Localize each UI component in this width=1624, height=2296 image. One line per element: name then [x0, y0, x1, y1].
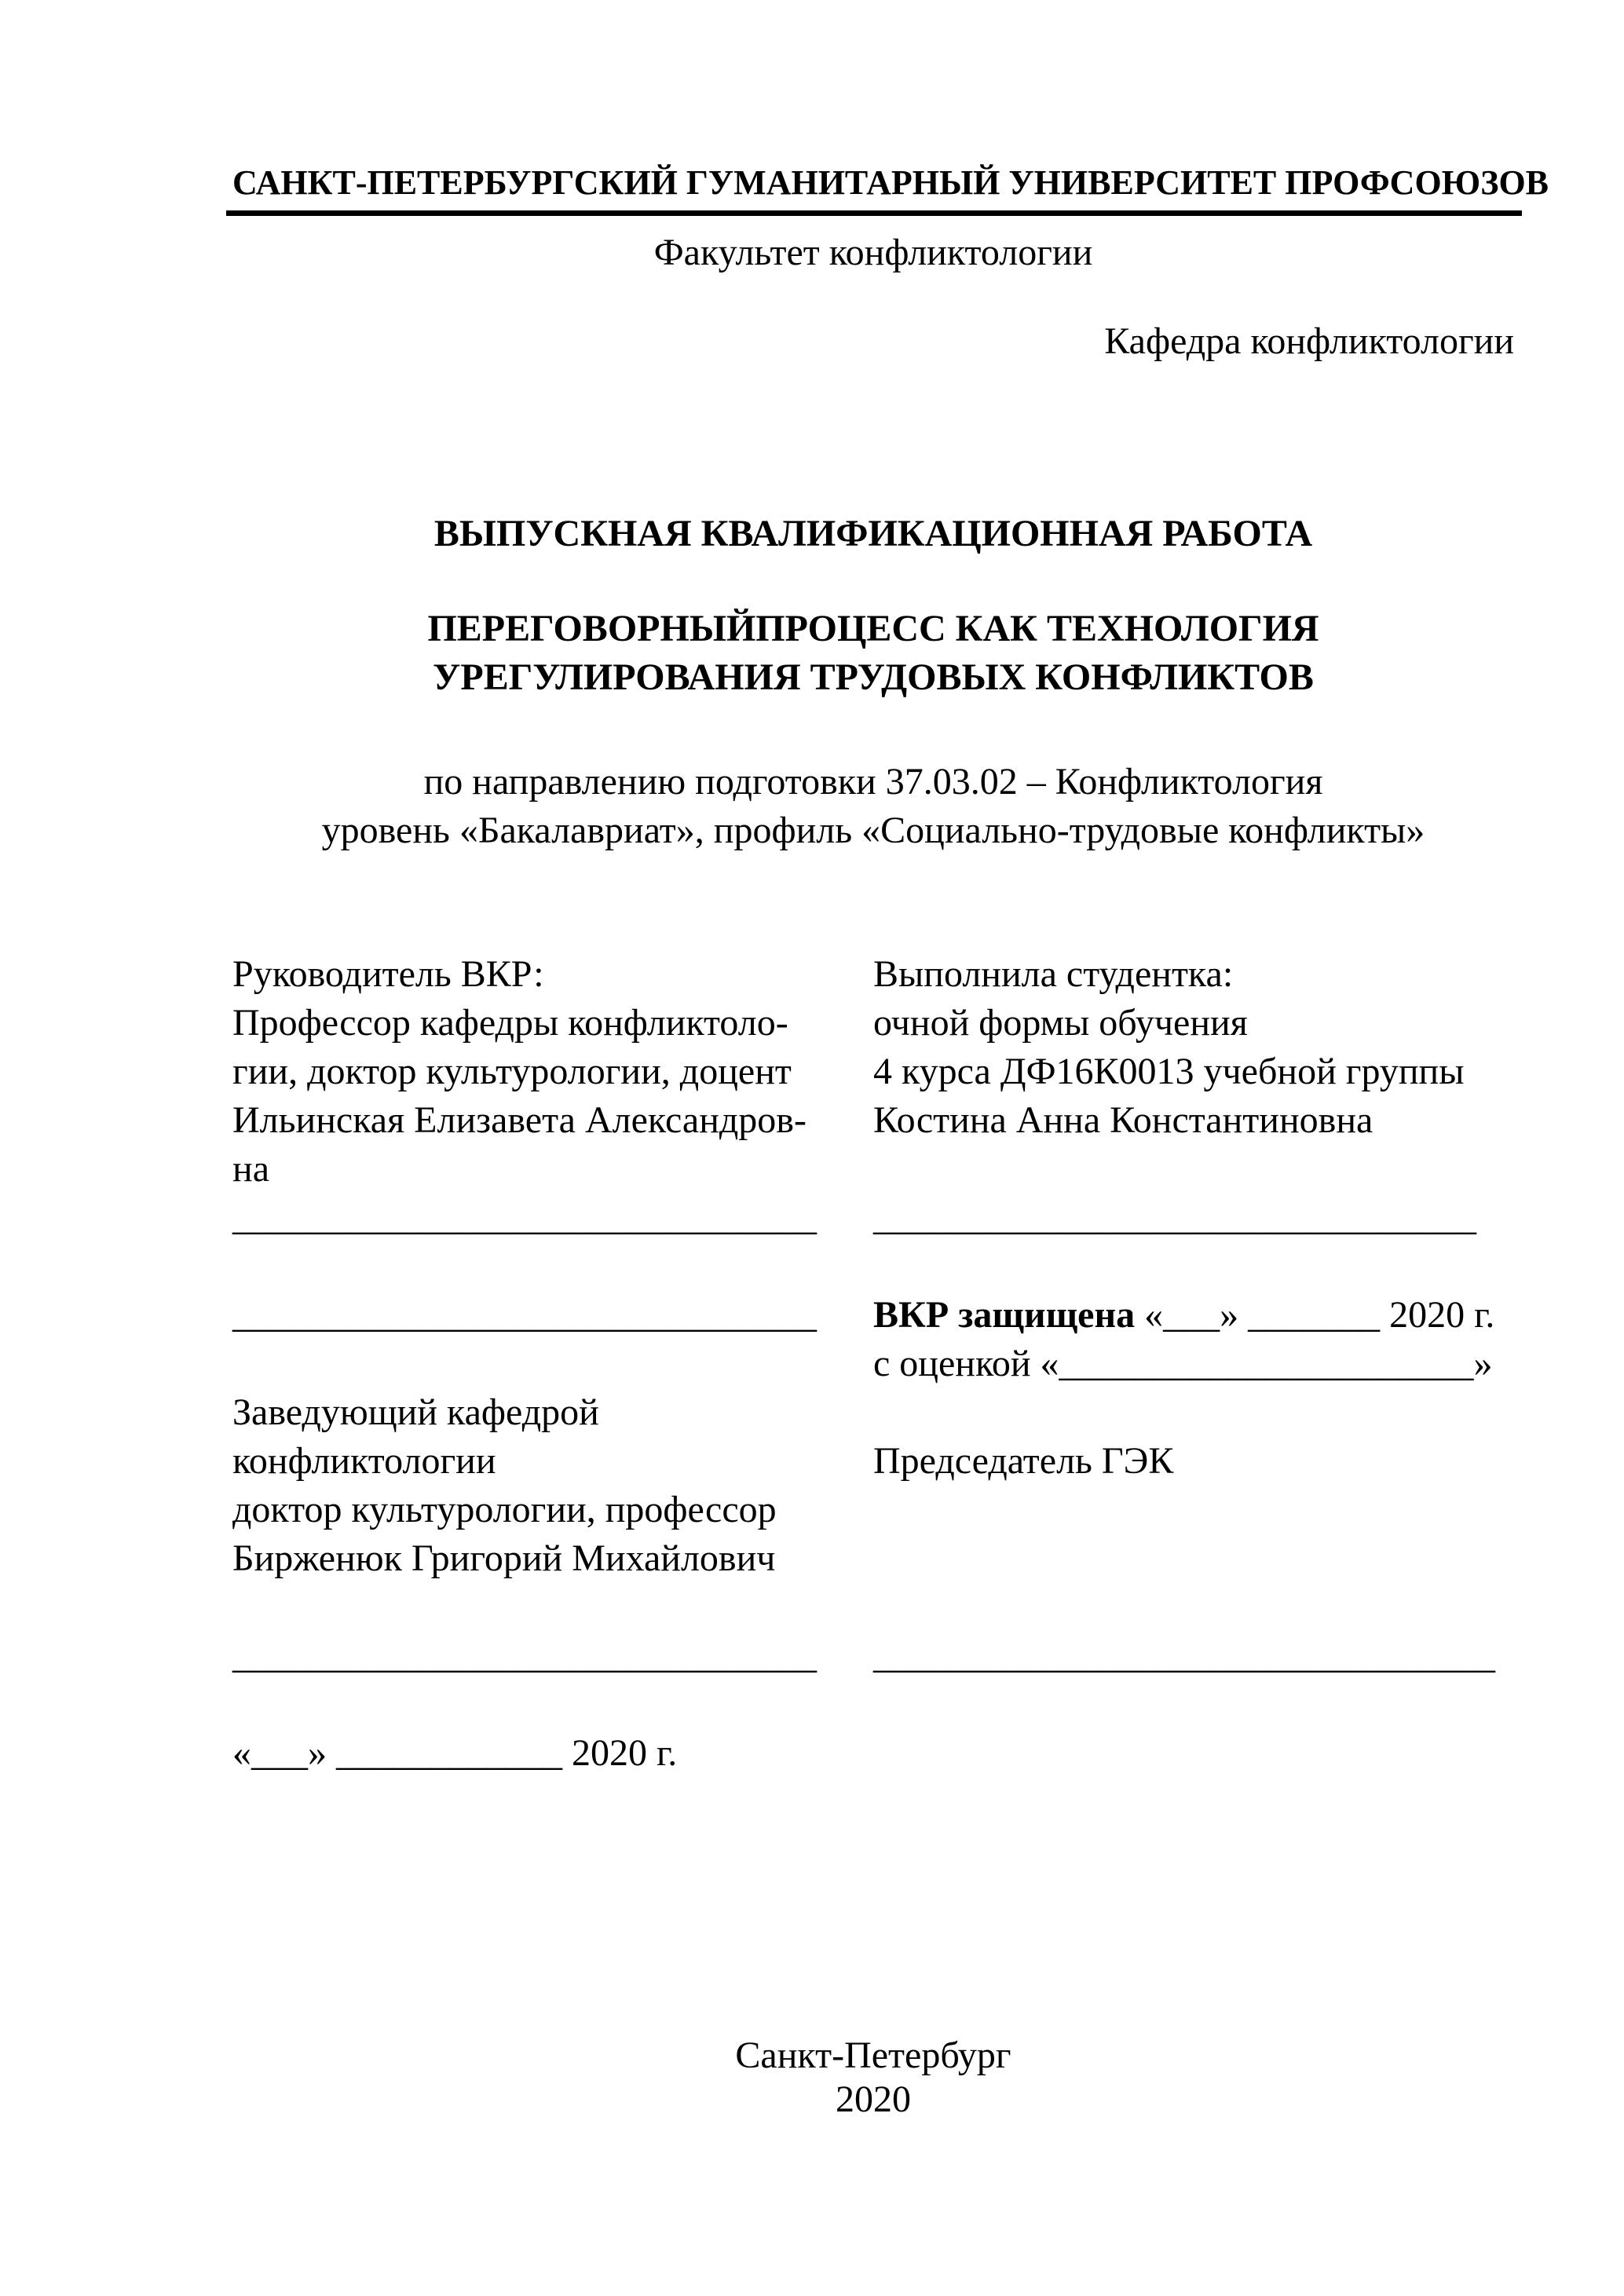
student-performed-label: Выполнила студентка: [873, 953, 1234, 995]
head-role-line-2: конфликтологии [232, 1440, 496, 1482]
footer-year: 2020 [836, 2078, 911, 2120]
head-name-line: Бирженюк Григорий Михайлович [232, 1537, 776, 1579]
supervisor-role-label: Руководитель ВКР: [232, 953, 544, 995]
page-content [232, 0, 1549, 2296]
head-date-line: «___» ____________ 2020 г. [232, 1732, 678, 1774]
supervisor-signature-line-2: _______________________________ [232, 1294, 817, 1336]
university-name: САНКТ-ПЕТЕРБУРГСКИЙ ГУМАНИТАРНЫЙ УНИВЕРСИТЕТ ПРОФСОЮЗОВ [232, 163, 1549, 202]
work-type-title: ВЫПУСКНАЯ КВАЛИФИКАЦИОННАЯ РАБОТА [433, 513, 1313, 554]
signatures-block [232, 950, 1514, 1778]
student-study-form: очной формы обучения [873, 1002, 1248, 1044]
level-profile-line: уровень «Бакалавриат», профиль «Социально-трудовые конфликты» [321, 810, 1425, 851]
chairman-signature-line: _________________________________ [873, 1635, 1495, 1676]
grade-line: с оценкой «______________________» [873, 1343, 1493, 1384]
supervisor-signature-line-1: _______________________________ [232, 1197, 817, 1238]
department-name: Кафедра конфликтологии [1104, 320, 1514, 362]
header-rule [226, 210, 1522, 216]
student-name-line: Костина Анна Константиновна [873, 1099, 1373, 1141]
thesis-title-line-2: УРЕГУЛИРОВАНИЯ ТРУДОВЫХ КОНФЛИКТОВ [433, 656, 1314, 698]
faculty-name: Факультет конфликтологии [653, 232, 1093, 273]
direction-line: по направлению подготовки 37.03.02 – Конфликтология [423, 761, 1323, 803]
student-group-line: 4 курса ДФ16К0013 учебной группы [873, 1051, 1465, 1092]
student-signature-line: ________________________________ [873, 1197, 1476, 1238]
defended-date-blanks: «___» _______ 2020 г. [1135, 1294, 1495, 1336]
head-role-line-1: Заведующий кафедрой [232, 1391, 599, 1433]
supervisor-position-line-1: Профессор кафедры конфликтоло- [232, 1002, 788, 1044]
head-signature-line: _______________________________ [232, 1635, 817, 1676]
footer-city: Санкт-Петербург [735, 2035, 1011, 2076]
supervisor-position-line-2: гии, доктор культурологии, доцент [232, 1051, 792, 1092]
defended-line [873, 1291, 1514, 1340]
thesis-title-line-1: ПЕРЕГОВОРНЫЙПРОЦЕСС КАК ТЕХНОЛОГИЯ [427, 608, 1319, 649]
supervisor-name-line-1: Ильинская Елизавета Александров- [232, 1099, 807, 1141]
chairman-label: Председатель ГЭК [873, 1440, 1174, 1482]
head-degree-line: доктор культурологии, профессор [232, 1489, 777, 1530]
supervisor-name-line-2: на [232, 1148, 269, 1190]
defended-label-bold: ВКР защищена [873, 1294, 1136, 1336]
